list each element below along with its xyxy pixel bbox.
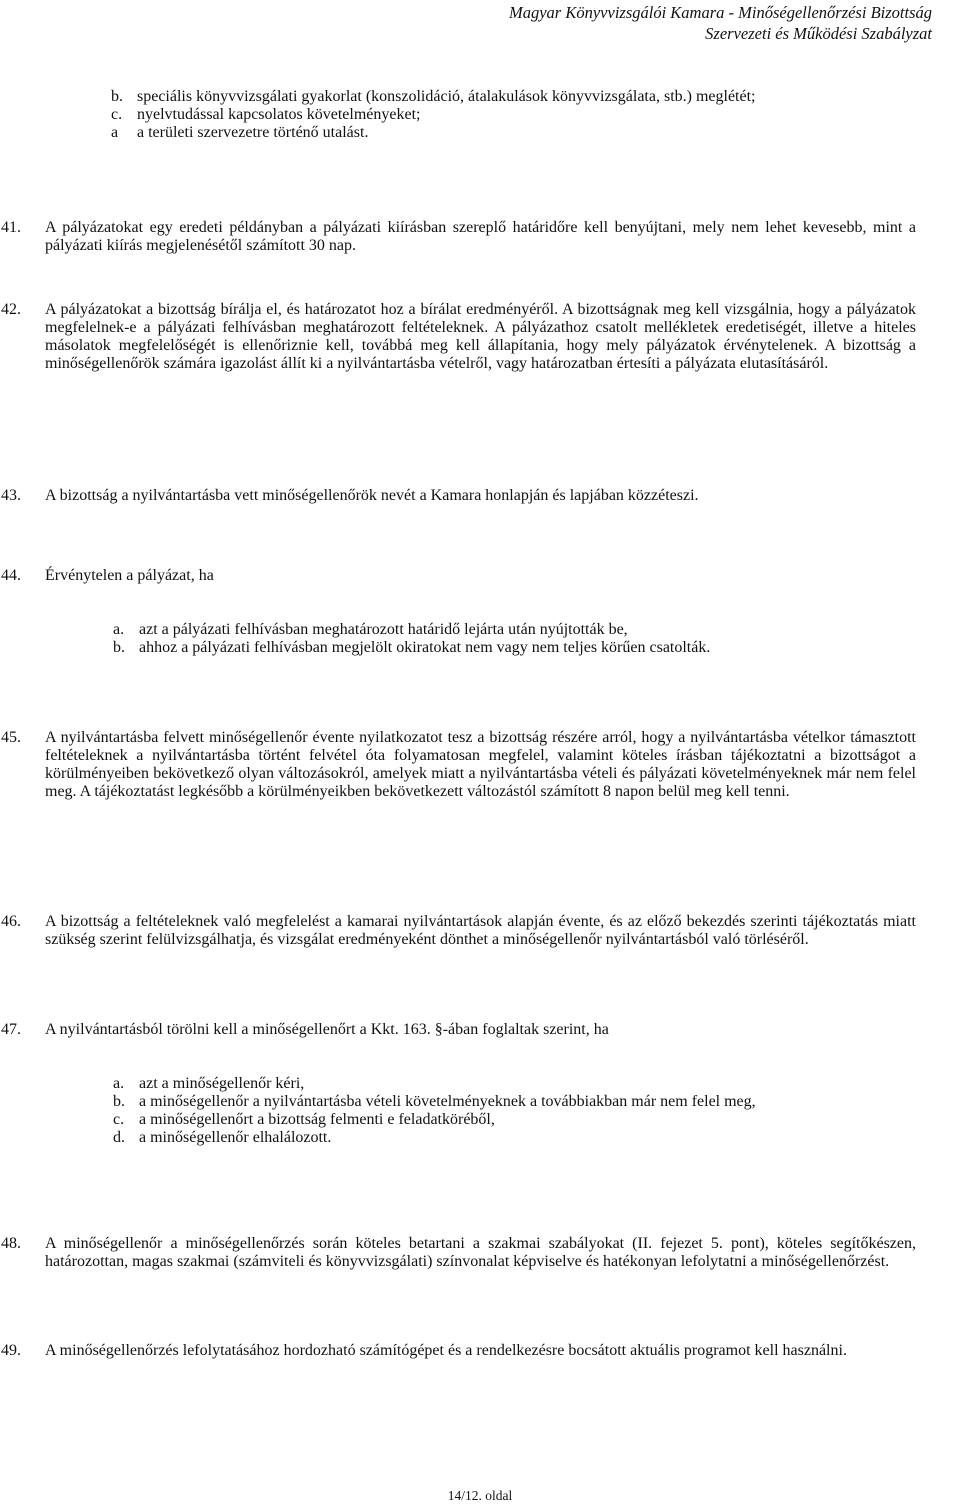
section-47 <box>0 1021 960 1039</box>
section-47-list <box>0 1075 960 1147</box>
list-item <box>113 1129 870 1147</box>
section-49 <box>0 1342 960 1360</box>
list-item <box>111 88 871 106</box>
list-item <box>113 639 870 657</box>
section-text: Érvénytelen a pályázat, ha <box>45 567 214 584</box>
section-48 <box>0 1235 960 1271</box>
header-organization: Magyar Könyvvizsgálói Kamara - Minőségellenőrzési Bizottság <box>508 3 932 22</box>
section-text: A minőségellenőr a minőségellenőrzés során köteles betartani a szakmai szabályokat (II. fejezet 5. pont), köteles segítőkészen, határozottan, magas szakmai (számviteli és könyvvizsgálati) színvonalat képviselve és hatékonyan lefolytatni a minőségellenőrzést. <box>45 1235 916 1270</box>
list-item-letter: b. <box>113 1093 125 1110</box>
section-44 <box>0 567 960 585</box>
list-item-text: a területi szervezetre történő utalást. <box>137 124 369 141</box>
list-item-letter: c. <box>111 106 123 123</box>
list-item-letter: d. <box>113 1129 125 1146</box>
list-item <box>111 124 871 142</box>
section-number: 42. <box>1 301 21 318</box>
section-42 <box>0 301 960 373</box>
section-number: 43. <box>1 487 21 504</box>
list-item-text: speciális könyvvizsgálati gyakorlat (konszolidáció, átalakulások könyvvizsgálata, stb.) meglétét; <box>137 88 756 105</box>
section-number: 44. <box>1 567 21 584</box>
list-item-text: ahhoz a pályázati felhívásban megjelölt okiratokat nem vagy nem teljes körűen csatolták. <box>139 639 711 656</box>
section-text: A pályázatokat egy eredeti példányban a pályázati kiírásban szereplő határidőre kell benyújtani, mely nem lehet kevesebb, mint a pályázati kiírás megjelenésétől számított 30 nap. <box>45 219 916 254</box>
list-item-letter: b. <box>111 88 123 105</box>
list-item-text: a minőségellenőrt a bizottság felmenti e feladatköréből, <box>139 1111 495 1128</box>
continuation-list <box>0 88 960 142</box>
list-item-text: nyelvtudással kapcsolatos követelményeket; <box>137 106 421 123</box>
list-item-text: a minőségellenőr elhalálozott. <box>139 1129 332 1146</box>
list-item-letter: c. <box>113 1111 125 1128</box>
section-46 <box>0 913 960 949</box>
section-number: 41. <box>1 219 21 236</box>
section-41 <box>0 219 960 255</box>
section-number: 49. <box>1 1342 21 1359</box>
list-item-letter: b. <box>113 639 125 656</box>
list-item <box>113 1111 870 1129</box>
list-item-letter: a. <box>113 1075 125 1092</box>
section-text: A pályázatokat a bizottság bírálja el, és határozatot hoz a bírálat eredményéről. A bizottságnak meg kell vizsgálnia, hogy a pályázatok megfelelnek-e a pályázati felhívásban meghatározott feltételeknek. A pályázathoz csatolt mellékletek eredetiségét, illetve a hiteles másolatok megfelelőségét is ellenőriznie kell, továbbá meg kell állapítania, hogy mely pályázatok érvénytelenek. A bizottság a minőségellenőrök számára igazolást állít ki a nyilvántartásba vételről, vagy határozatban értesíti a pályázata elutasításáról. <box>45 301 916 372</box>
section-number: 46. <box>1 913 21 930</box>
section-text: A bizottság a feltételeknek való megfelelést a kamarai nyilvántartások alapján évente, és az előző bekezdés szerinti tájékoztatás miatt szükség szerint felülvizsgálhatja, és vizsgálat eredményeként dönthet a minőségellenőr nyilvántartásból való törléséről. <box>45 913 916 948</box>
list-item-letter: a. <box>113 621 125 638</box>
section-43 <box>0 487 960 505</box>
section-text: A nyilvántartásból törölni kell a minőségellenőrt a Kkt. 163. §-ában foglaltak szerint, ha <box>45 1021 609 1038</box>
header-document-title: Szervezeti és Működési Szabályzat <box>705 24 932 43</box>
list-item <box>111 106 871 124</box>
section-45 <box>0 729 960 801</box>
section-text: A minőségellenőrzés lefolytatásához hordozható számítógépet és a rendelkezésre bocsátott aktuális programot kell használni. <box>45 1342 847 1359</box>
list-item <box>113 1075 870 1093</box>
section-44-list <box>0 621 960 657</box>
list-item-text: azt a pályázati felhívásban meghatározott határidő lejárta után nyújtották be, <box>139 621 628 638</box>
list-item-text: azt a minőségellenőr kéri, <box>139 1075 305 1092</box>
list-item-text: a minőségellenőr a nyilvántartásba vételi követelményeknek a továbbiakban már nem felel meg, <box>139 1093 756 1110</box>
section-number: 48. <box>1 1235 21 1252</box>
page-header <box>509 2 932 44</box>
list-item-letter: a <box>111 124 119 141</box>
section-number: 45. <box>1 729 21 746</box>
list-item <box>113 1093 870 1111</box>
section-number: 47. <box>1 1021 21 1038</box>
section-text: A nyilvántartásba felvett minőségellenőr évente nyilatkozatot tesz a bizottság részére arról, hogy a nyilvántartásba vételkor támasztott feltételeknek a nyilvántartásba történt felvétel óta folyamatosan megfelel, valamint köteles írásban tájékoztatni a bizottságot a körülményeiben bekövetkező olyan változásokról, amelyek miatt a nyilvántartásba vételi és pályázati követelményeknek már nem felel meg. A tájékoztatást legkésőbb a körülményeikben bekövetkezett változástól számított 8 napon belül meg kell tenni. <box>45 729 916 800</box>
page-number: 14/12. oldal <box>447 1488 513 1503</box>
list-item <box>113 621 870 639</box>
section-text: A bizottság a nyilvántartásba vett minőségellenőrök nevét a Kamara honlapján és lapjában közzéteszi. <box>45 487 699 504</box>
